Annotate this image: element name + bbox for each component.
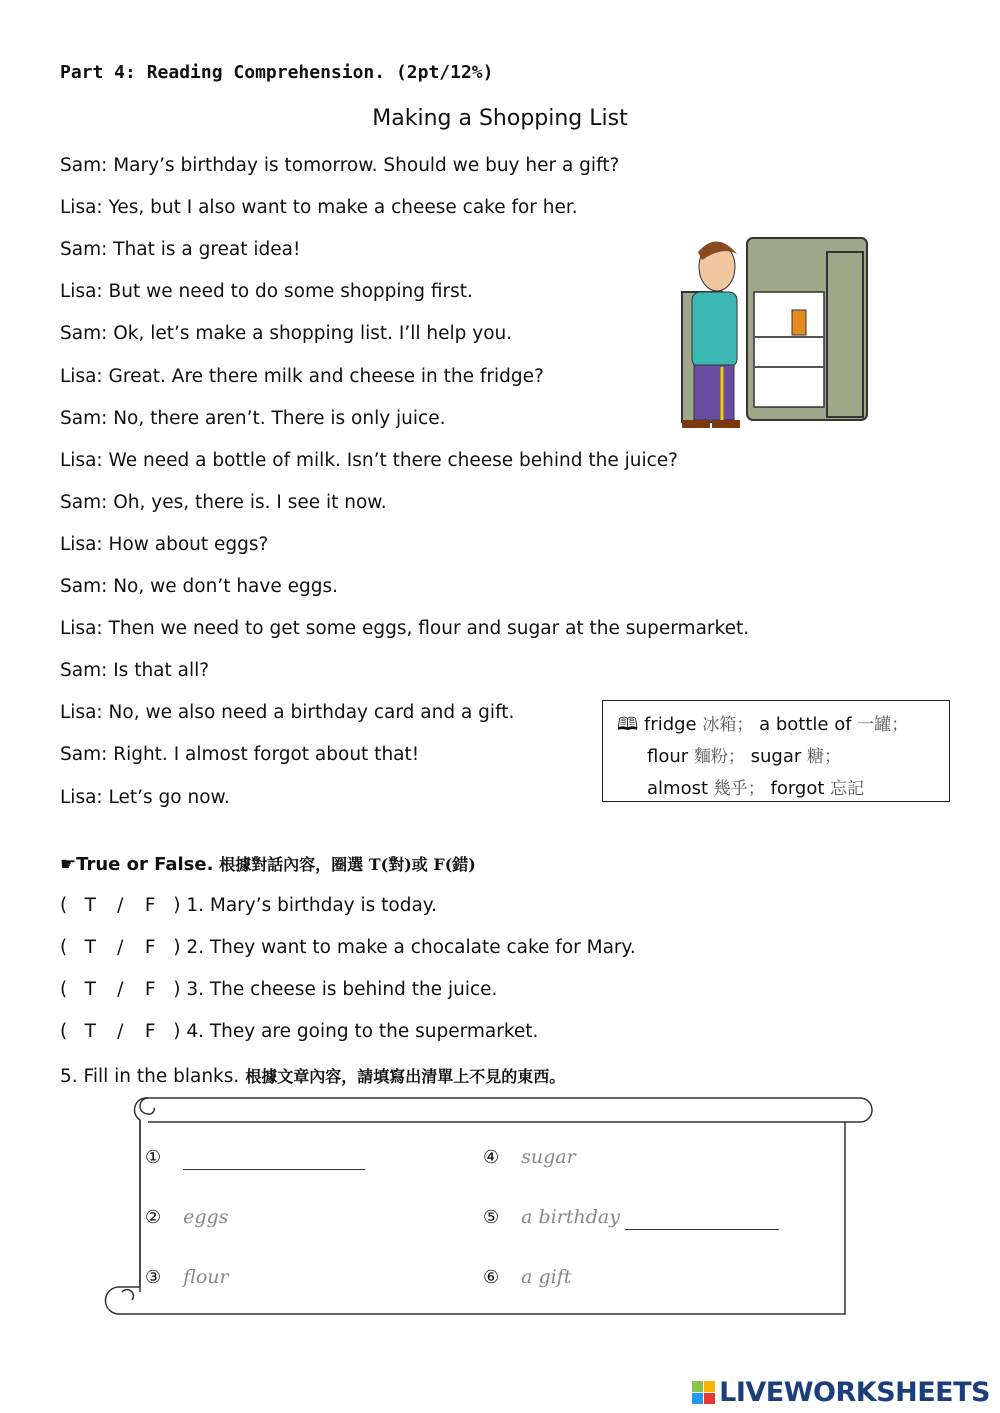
vocabulary-box (602, 700, 950, 802)
blank-input-1[interactable] (183, 1146, 365, 1170)
dialogue-line: Lisa: Great. Are there milk and cheese in the fridge? (60, 365, 544, 387)
tf-question (60, 979, 497, 1000)
story-title: Making a Shopping List (372, 106, 628, 131)
fill-item (145, 1206, 228, 1228)
dialogue-line: Lisa: How about eggs? (60, 533, 269, 555)
false-option[interactable]: F (144, 937, 156, 958)
paren: ( (60, 937, 68, 958)
item-number: ① (145, 1147, 162, 1168)
fill-heading (60, 1064, 565, 1087)
false-option[interactable]: F (144, 979, 156, 1000)
dialogue-line: Sam: Is that all? (60, 660, 210, 682)
dialogue-line: Sam: That is a great idea! (60, 239, 301, 261)
item-number: ⑤ (483, 1207, 500, 1228)
item-answer: eggs (183, 1206, 229, 1228)
vocab-translation: 麵粉； (693, 747, 745, 767)
fill-item (145, 1266, 229, 1288)
vocab-translation: 忘記 (830, 779, 865, 799)
false-option[interactable]: F (144, 1021, 156, 1042)
vocab-word: forgot (770, 778, 825, 799)
tf-question (60, 1021, 538, 1042)
fill-title-zh: 根據文章內容，請填寫出清單上不見的東西。 (245, 1067, 566, 1086)
dialogue-line: Lisa: Yes, but I also want to make a cheese cake for her. (60, 197, 578, 219)
true-false-heading (60, 852, 476, 875)
dialogue-line: Sam: No, we don’t have eggs. (60, 576, 338, 597)
logo-tiles-icon (692, 1381, 715, 1404)
paren: ) (173, 979, 181, 1000)
fill-item (483, 1206, 779, 1230)
paren: ( (60, 895, 68, 916)
dialogue-line: Lisa: We need a bottle of milk. Isn’t there cheese behind the juice? (60, 449, 678, 471)
dialogue-line: Sam: No, there aren’t. There is only juice. (60, 407, 446, 429)
vocab-word: flour (647, 746, 689, 767)
slash: / (117, 1021, 124, 1042)
item-answer: a gift (521, 1266, 572, 1288)
dialogue-line: Lisa: Then we need to get some eggs, flour and sugar at the supermarket. (60, 618, 750, 640)
vocab-translation: 冰箱； (702, 715, 754, 735)
vocab-translation: 幾乎； (713, 779, 765, 799)
vocab-translation: 糖； (807, 747, 842, 767)
slash: / (117, 895, 124, 916)
true-option[interactable]: T (84, 1021, 96, 1042)
true-option[interactable]: T (84, 895, 96, 916)
dialogue-line: Sam: Ok, let’s make a shopping list. I’ll help you. (60, 323, 513, 345)
paren: ) (173, 895, 181, 916)
fill-title: 5. Fill in the blanks. (60, 1066, 240, 1087)
dialogue-line: Sam: Oh, yes, there is. I see it now. (60, 491, 387, 513)
man-fridge-illustration (662, 232, 877, 432)
tf-question (60, 895, 437, 916)
item-answer: sugar (521, 1146, 576, 1168)
tf-statement: 3. The cheese is behind the juice. (186, 979, 498, 1000)
vocab-translation: 一罐； (857, 715, 909, 735)
tf-statement: 1. Mary’s birthday is today. (186, 895, 437, 916)
true-option[interactable]: T (84, 979, 96, 1000)
dialogue-line: Sam: Mary’s birthday is tomorrow. Should we buy her a gift? (60, 155, 620, 176)
item-number: ② (145, 1207, 162, 1228)
fill-item (483, 1146, 576, 1168)
tf-question (60, 937, 636, 958)
paren: ) (173, 937, 181, 958)
dialogue-line: Lisa: No, we also need a birthday card and a gift. (60, 702, 515, 724)
slash: / (117, 979, 124, 1000)
blank-input-5[interactable] (625, 1206, 779, 1230)
tf-title-zh: 根據對話內容，圈選 T(對)或 F(錯) (219, 855, 476, 874)
fill-item (483, 1266, 571, 1288)
item-number: ④ (483, 1147, 500, 1168)
book-icon: 🕮 (617, 714, 639, 735)
true-option[interactable]: T (84, 937, 96, 958)
item-number: ③ (145, 1267, 162, 1288)
dialogue-line: Lisa: Let’s go now. (60, 786, 230, 808)
item-number: ⑥ (483, 1267, 500, 1288)
vocab-word: sugar (750, 746, 802, 767)
paren: ) (173, 1021, 181, 1042)
pointing-hand-icon: ☛ (60, 854, 77, 875)
tf-statement: 2. They want to make a chocalate cake for Mary. (186, 937, 636, 958)
paren: ( (60, 1021, 68, 1042)
paren: ( (60, 979, 68, 1000)
dialogue-line: Sam: Right. I almost forgot about that! (60, 744, 420, 766)
tf-title: True or False. (76, 854, 214, 875)
logo-text: LIVEWORKSHEETS (719, 1377, 990, 1408)
slash: / (117, 937, 124, 958)
liveworksheets-logo (692, 1377, 990, 1408)
part-header: Part 4: Reading Comprehension. (2pt/12%) (60, 62, 494, 83)
false-option[interactable]: F (144, 895, 156, 916)
vocab-word: fridge (643, 714, 697, 735)
tf-statement: 4. They are going to the supermarket. (186, 1021, 539, 1042)
vocab-word: a bottle of (759, 714, 852, 735)
dialogue-line: Lisa: But we need to do some shopping first. (60, 281, 473, 303)
vocab-word: almost (647, 778, 709, 799)
item-answer: a birthday (521, 1206, 620, 1228)
item-answer: flour (183, 1266, 229, 1288)
fill-item (145, 1146, 365, 1170)
